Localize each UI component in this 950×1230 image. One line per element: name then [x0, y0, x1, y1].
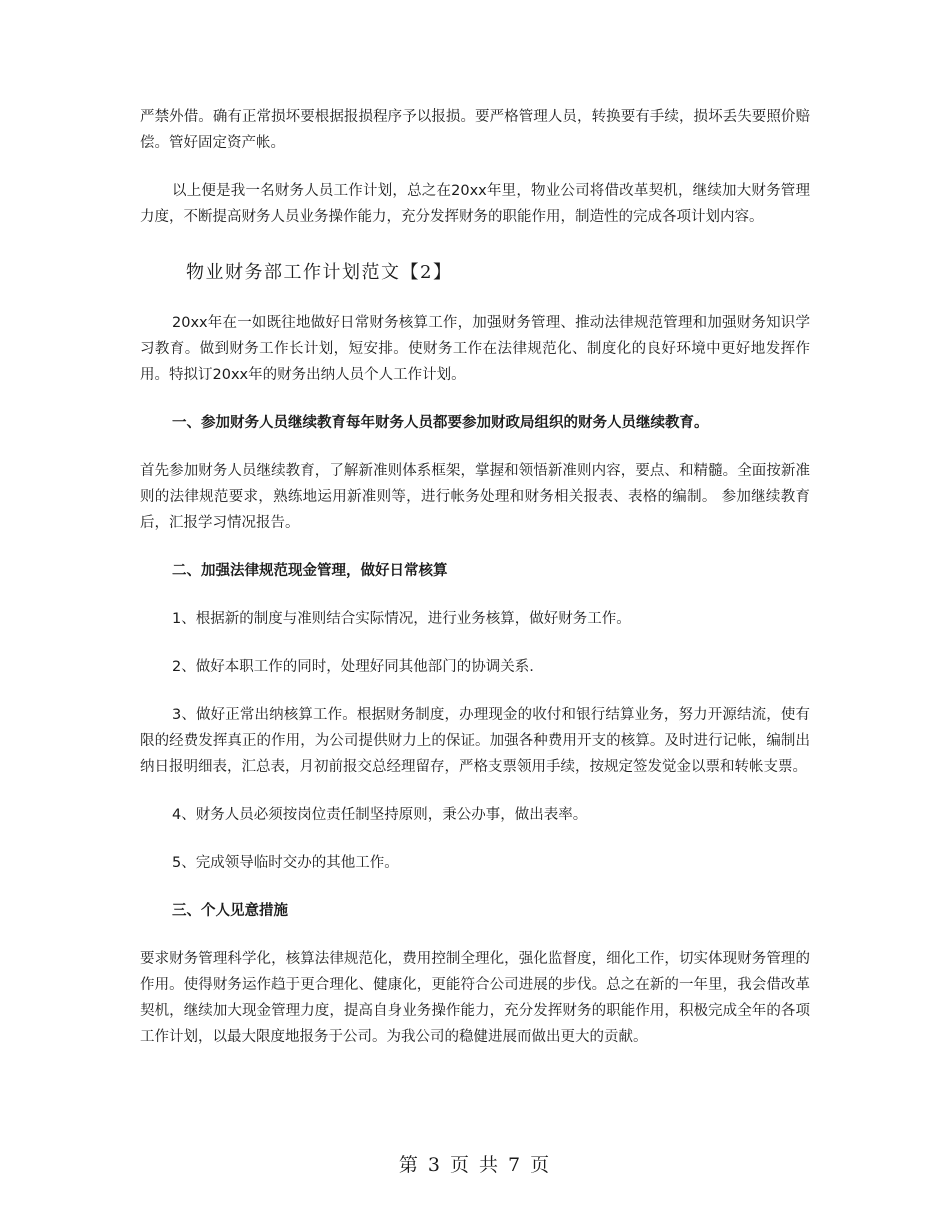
paragraph-continuing-education: 首先参加财务人员继续教育，了解新准则体系框架，掌握和领悟新准则内容，要点、和精髓。全面按新准则的法律规范要求，熟练地运用新准则等，进行帐务处理和财务相关报表、表格的编制。 参加继续教育后，汇报学习情况报告。: [140, 463, 810, 531]
heading-personal-suggestions: 三、个人见意措施: [172, 903, 288, 919]
paragraph-summary: 以上便是我一名财务人员工作计划，总之在20xx年里，物业公司将借改革契机，继续加大财务管理力度，不断提高财务人员业务操作能力，充分发挥财务的职能作用，制造性的完成各项计划内容。: [140, 183, 810, 225]
heading-continuing-education: 一、参加财务人员继续教育每年财务人员都要参加财政局组织的财务人员继续教育。: [172, 415, 709, 431]
paragraph-personal-suggestions: 要求财务管理科学化，核算法律规范化，费用控制全理化，强化监督度，细化工作，切实体现财务管理的作用。使得财务运作趋于更合理化、健康化，更能符合公司进展的步伐。总之在新的一年里，我会借改革契机，继续加大现金管理力度，提高自身业务操作能力，充分发挥财务的职能作用，积极完成全年的各项工作计划，以最大限度地报务于公司。为我公司的稳健进展而做出更大的贡献。: [140, 951, 810, 1045]
heading-cash-management: 二、加强法律规范现金管理，做好日常核算: [172, 563, 448, 579]
list-item-3: 3、做好正常出纳核算工作。根据财务制度，办理现金的收付和银行结算业务，努力开源结流，使有限的经费发挥真正的作用，为公司提供财力上的保证。加强各种费用开支的核算。及时进行记帐，编制出纳日报明细表，汇总表，月初前报交总经理留存，严格支票领用手续，按规定签发觉金以票和转帐支票。: [140, 707, 810, 775]
list-item-4: 4、财务人员必须按岗位责任制坚持原则，秉公办事，做出表率。: [172, 807, 588, 823]
paragraph-intro: 20xx年在一如既往地做好日常财务核算工作，加强财务管理、推动法律规范管理和加强财务知识学习教育。做到财务工作长计划，短安排。使财务工作在法律规范化、制度化的良好环境中更好地发挥作用。特拟订20xx年的财务出纳人员个人工作计划。: [140, 315, 810, 383]
list-item-2: 2、做好本职工作的同时，处理好同其他部门的协调关系.: [172, 659, 534, 675]
list-item-1: 1、根据新的制度与准则结合实际情况，进行业务核算，做好财务工作。: [172, 611, 631, 627]
page-number-footer: 第 3 页 共 7 页: [398, 1154, 552, 1176]
section-title: 物业财务部工作计划范文【2】: [186, 262, 453, 283]
document-body: [140, 104, 810, 1050]
paragraph-continued: 严禁外借。确有正常损坏要根据报损程序予以报损。要严格管理人员，转换要有手续，损坏丢失要照价赔偿。管好固定资产帐。: [140, 109, 810, 151]
list-item-5: 5、完成领导临时交办的其他工作。: [172, 855, 399, 871]
